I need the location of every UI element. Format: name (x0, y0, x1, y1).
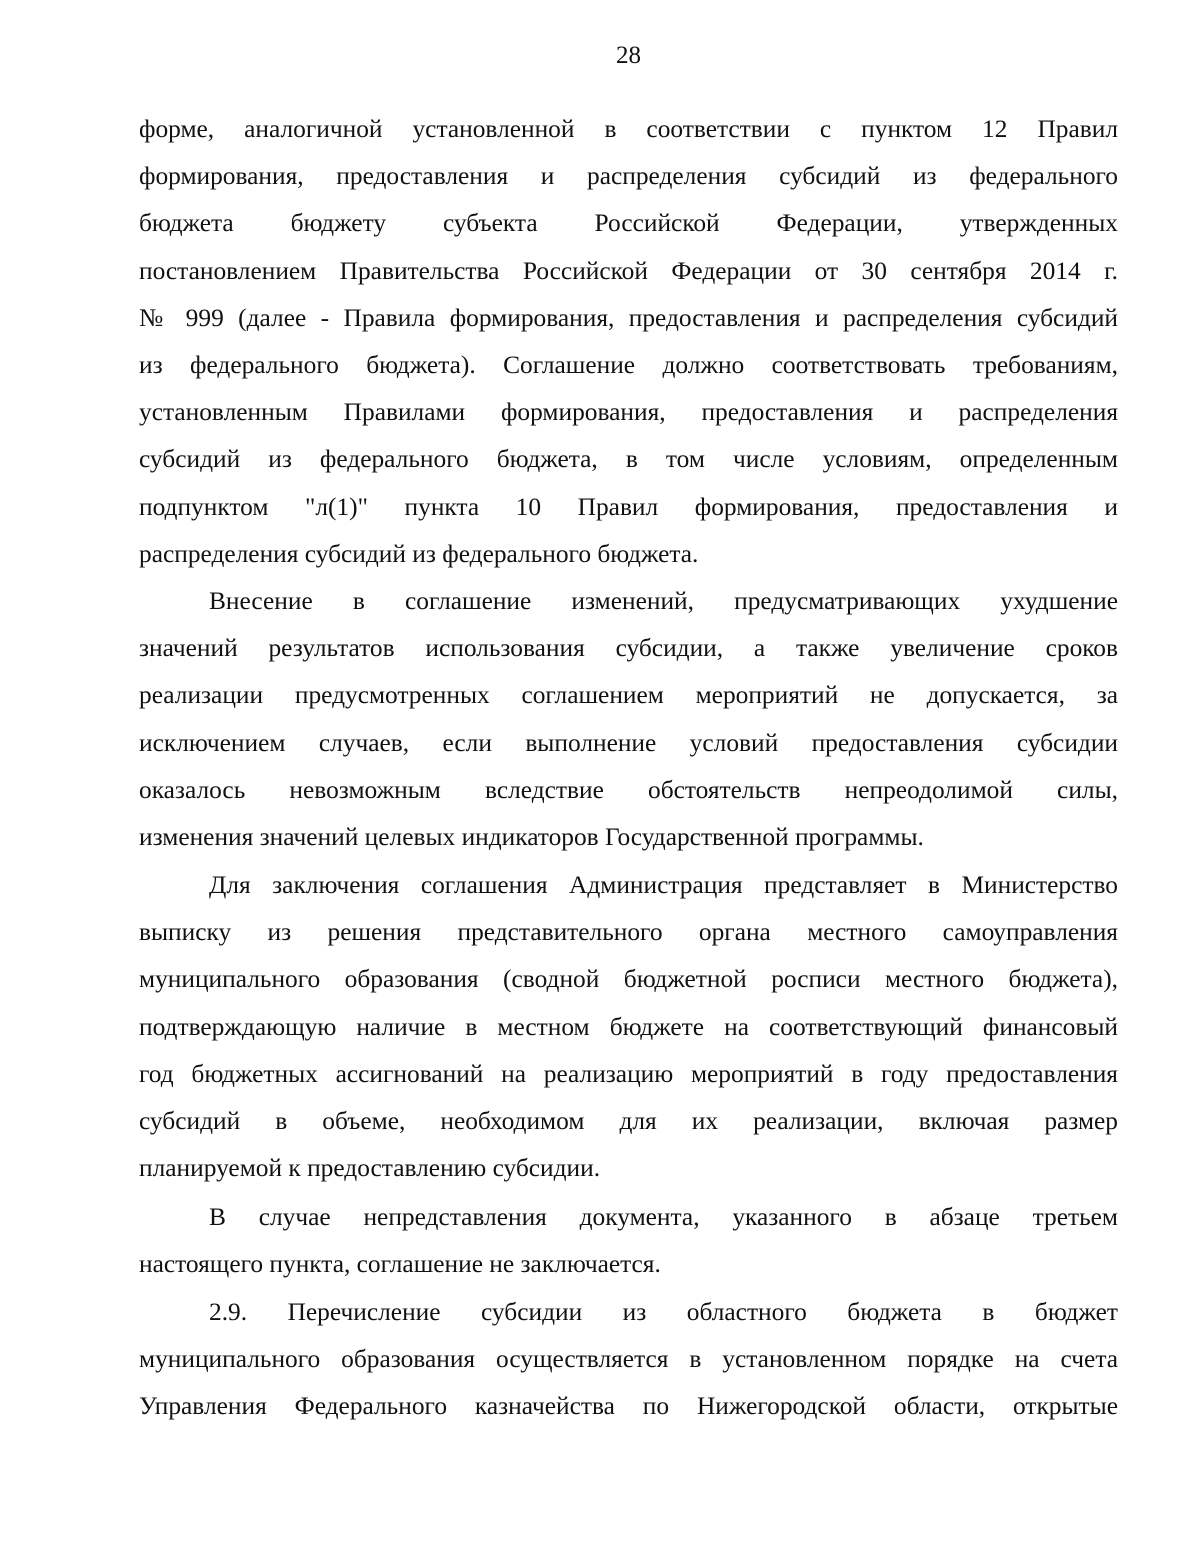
text-line: выписку из решения представительного органа местного самоуправления (139, 918, 1118, 947)
text-line: форме, аналогичной установленной в соответствии с пунктом 12 Правил (139, 115, 1118, 143)
text-line: реализации предусмотренных соглашением мероприятий не допускается, за (139, 681, 1118, 710)
text-line: подтверждающую наличие в местном бюджете на соответствующий финансовый (139, 1012, 1118, 1041)
text-line: из федерального бюджета). Соглашение должно соответствовать требованиям, (139, 350, 1118, 379)
paragraph-3 (139, 862, 1118, 1192)
text-line: В случае непредставления документа, указанного в абзаце третьем (209, 1203, 1118, 1231)
text-line: изменения значений целевых индикаторов Государственной программы. (139, 822, 924, 851)
text-line: подпунктом "л(1)" пункта 10 Правил формирования, предоставления и (139, 492, 1118, 521)
page-number: 28 (616, 42, 641, 69)
text-line: постановлением Правительства Российской Федерации от 30 сентября 2014 г. (139, 256, 1118, 285)
text-line: формирования, предоставления и распределения субсидий из федерального (139, 162, 1118, 191)
text-line: год бюджетных ассигнований на реализацию мероприятий в году предоставления (139, 1059, 1118, 1088)
text-line: распределения субсидий из федерального бюджета. (139, 539, 699, 568)
text-line: 2.9. Перечисление субсидии из областного бюджета в бюджет (209, 1298, 1118, 1326)
text-line: значений результатов использования субсидии, а также увеличение сроков (139, 634, 1118, 663)
text-line: планируемой к предоставлению субсидии. (139, 1154, 601, 1183)
text-line: № 999 (далее - Правила формирования, предоставления и распределения субсидий (139, 303, 1118, 332)
text-line: субсидий в объеме, необходимом для их реализации, включая размер (139, 1106, 1118, 1135)
text-line: установленным Правилами формирования, предоставления и распределения (139, 398, 1118, 427)
text-line: исключением случаев, если выполнение условий предоставления субсидии (139, 728, 1118, 757)
text-line: муниципального образования (сводной бюджетной росписи местного бюджета), (139, 965, 1118, 994)
text-line: оказалось невозможным вследствие обстоятельств непреодолимой силы, (139, 775, 1118, 804)
text-line: Управления Федерального казначейства по Нижегородской области, открытые (139, 1392, 1118, 1421)
text-line: бюджета бюджету субъекта Российской Федерации, утвержденных (139, 209, 1118, 238)
text-line: субсидий из федерального бюджета, в том числе условиям, определенным (139, 445, 1118, 474)
paragraph-5 (139, 1289, 1118, 1431)
paragraph-1 (139, 106, 1118, 578)
text-line: Для заключения соглашения Администрация представляет в Министерство (209, 871, 1118, 899)
text-line: муниципального образования осуществляется в установленном порядке на счета (139, 1345, 1118, 1374)
paragraph-4 (139, 1194, 1118, 1288)
text-line: Внесение в соглашение изменений, предусматривающих ухудшение (209, 587, 1118, 615)
paragraph-2 (139, 578, 1118, 861)
text-line: настоящего пункта, соглашение не заключается. (139, 1250, 661, 1279)
